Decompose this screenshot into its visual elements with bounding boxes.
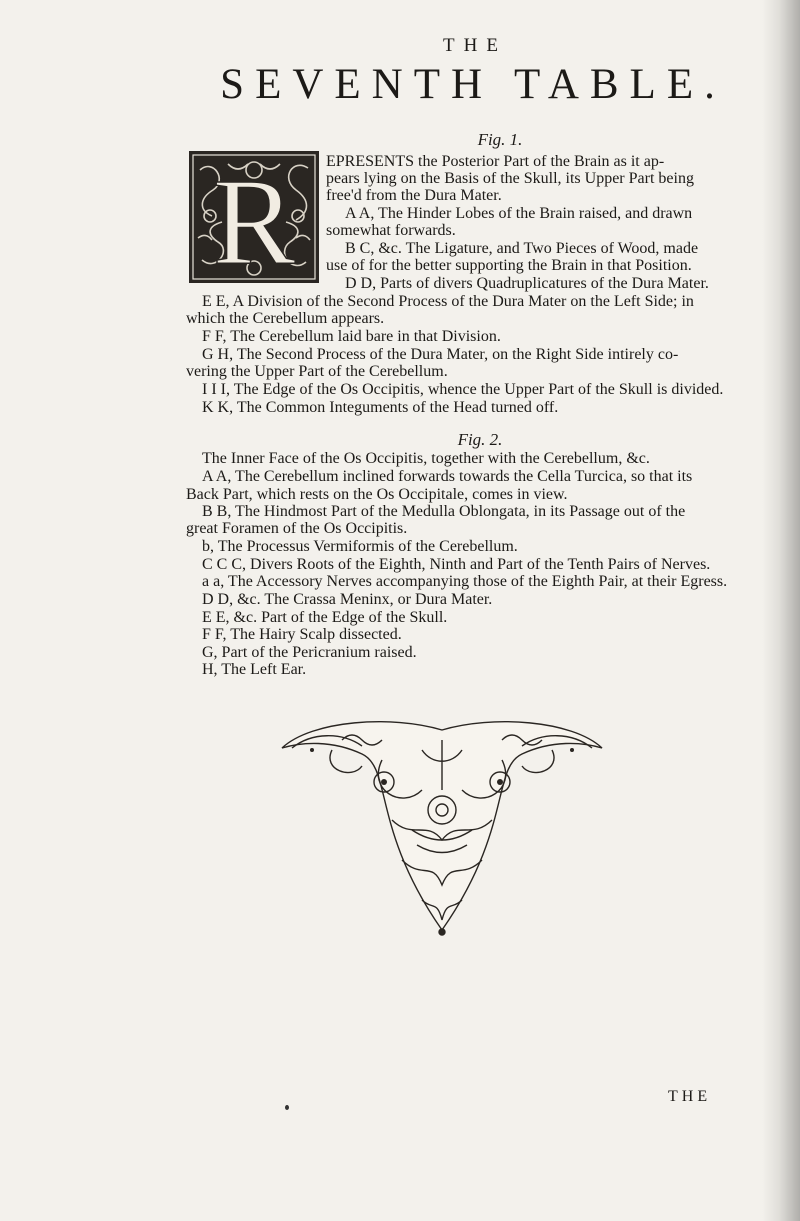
fig1-line: F F, The Cerebellum laid bare in that Division. <box>202 328 501 345</box>
fig1-line: free'd from the Dura Mater. <box>326 187 502 204</box>
fig2-line: Back Part, which rests on the Os Occipitale, comes in view. <box>186 486 568 503</box>
fig1-line: use of for the better supporting the Brain in that Position. <box>326 257 692 274</box>
fig2-line: b, The Processus Vermiformis of the Cerebellum. <box>202 538 518 555</box>
fig1-line: somewhat forwards. <box>326 222 456 239</box>
fig2-label: Fig. 2. <box>457 430 503 449</box>
page-edge-shadow <box>762 0 800 1221</box>
fig2-line: H, The Left Ear. <box>202 661 307 678</box>
ink-speck <box>285 1105 289 1110</box>
fig1-line: K K, The Common Integuments of the Head turned off. <box>202 399 559 416</box>
fig2-line: D D, &c. The Crassa Meninx, or Dura Mater. <box>202 591 493 608</box>
catchword: THE <box>668 1088 712 1105</box>
tailpiece-ornament <box>272 720 612 940</box>
fig1-line: EPRESENTS the Posterior Part of the Brain as it ap- <box>326 153 665 170</box>
dropcap-ornament <box>188 150 320 284</box>
fig1-line: E E, A Division of the Second Process of the Dura Mater on the Left Side; in <box>202 293 694 310</box>
fig1-line: A A, The Hinder Lobes of the Brain raised, and drawn <box>345 205 693 222</box>
dropcap-letter: R <box>212 153 296 284</box>
fig2-line: B B, The Hindmost Part of the Medulla Oblongata, in its Passage out of the <box>202 503 686 520</box>
fig2-line: E E, &c. Part of the Edge of the Skull. <box>202 609 448 626</box>
fig1-line: which the Cerebellum appears. <box>186 310 385 327</box>
fig2-line: F F, The Hairy Scalp dissected. <box>202 626 402 643</box>
fig1-line: pears lying on the Basis of the Skull, its Upper Part being <box>326 170 694 187</box>
fig1-label: Fig. 1. <box>477 130 523 149</box>
fig2-line: The Inner Face of the Os Occipitis, together with the Cerebellum, &c. <box>202 450 650 467</box>
fig1-line: D D, Parts of divers Quadruplicatures of the Dura Mater. <box>345 275 709 292</box>
fig1-line: B C, &c. The Ligature, and Two Pieces of Wood, made <box>345 240 699 257</box>
page-title: SEVENTH TABLE. <box>220 61 726 108</box>
fig2-line: great Foramen of the Os Occipitis. <box>186 520 408 537</box>
fig2-line: G, Part of the Pericranium raised. <box>202 644 417 661</box>
fig2-line: a a, The Accessory Nerves accompanying those of the Eighth Pair, at their Egress. <box>202 573 728 590</box>
fig2-line: C C C, Divers Roots of the Eighth, Ninth and Part of the Tenth Pairs of Nerves. <box>202 556 711 573</box>
heading-the: THE <box>443 35 507 56</box>
fig2-line: A A, The Cerebellum inclined forwards towards the Cella Turcica, so that its <box>202 468 693 485</box>
fig1-line: vering the Upper Part of the Cerebellum. <box>186 363 448 380</box>
fig1-line: I I I, The Edge of the Os Occipitis, whence the Upper Part of the Skull is divided. <box>202 381 724 398</box>
fig1-line: G H, The Second Process of the Dura Mater, on the Right Side intirely co- <box>202 346 679 363</box>
